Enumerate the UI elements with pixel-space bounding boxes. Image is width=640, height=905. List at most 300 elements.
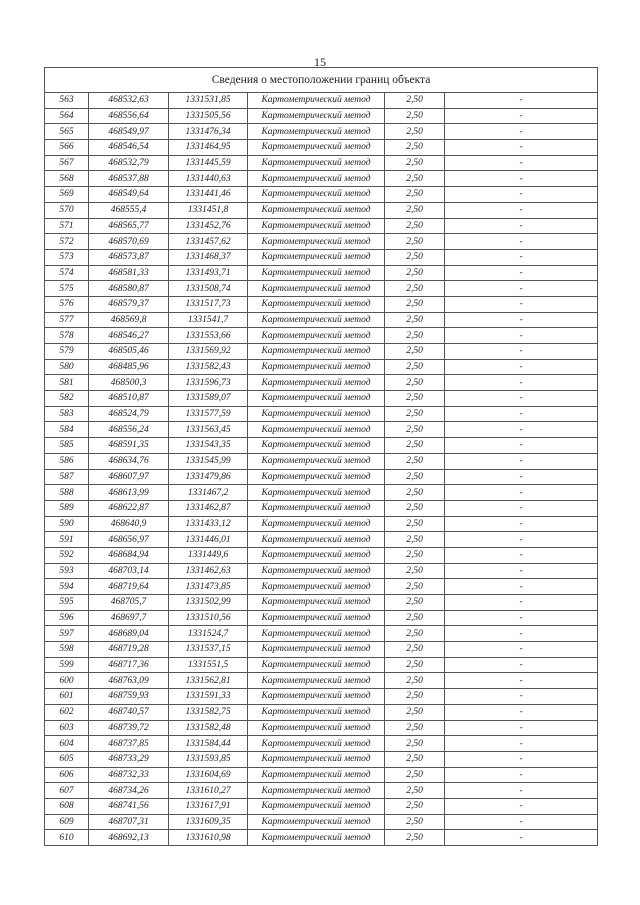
coord-y-cell: 1331441,46 [169, 187, 248, 203]
accuracy-cell: 2,50 [385, 108, 445, 124]
point-number-cell: 569 [45, 187, 89, 203]
method-cell: Картометрический метод [248, 830, 385, 846]
point-number-cell: 594 [45, 579, 89, 595]
point-number-cell: 609 [45, 814, 89, 830]
coord-y-cell: 1331468,37 [169, 249, 248, 265]
description-cell: - [445, 234, 598, 250]
point-number-cell: 565 [45, 124, 89, 140]
point-number-cell: 602 [45, 704, 89, 720]
coord-x-cell: 468591,35 [89, 438, 169, 454]
coord-y-cell: 1331563,45 [169, 422, 248, 438]
point-number-cell: 598 [45, 642, 89, 658]
coord-x-cell: 468634,76 [89, 453, 169, 469]
table-row [45, 249, 598, 265]
table-row [45, 610, 598, 626]
table-row [45, 108, 598, 124]
accuracy-cell: 2,50 [385, 783, 445, 799]
method-cell: Картометрический метод [248, 202, 385, 218]
description-cell: - [445, 453, 598, 469]
coord-x-cell: 468500,3 [89, 375, 169, 391]
point-number-cell: 578 [45, 328, 89, 344]
coord-y-cell: 1331604,69 [169, 767, 248, 783]
method-cell: Картометрический метод [248, 610, 385, 626]
coord-y-cell: 1331479,86 [169, 469, 248, 485]
method-cell: Картометрический метод [248, 751, 385, 767]
method-cell: Картометрический метод [248, 689, 385, 705]
accuracy-cell: 2,50 [385, 296, 445, 312]
description-cell: - [445, 579, 598, 595]
point-number-cell: 606 [45, 767, 89, 783]
accuracy-cell: 2,50 [385, 312, 445, 328]
point-number-cell: 577 [45, 312, 89, 328]
accuracy-cell: 2,50 [385, 406, 445, 422]
method-cell: Картометрический метод [248, 375, 385, 391]
coord-y-cell: 1331462,63 [169, 563, 248, 579]
method-cell: Картометрический метод [248, 485, 385, 501]
description-cell: - [445, 265, 598, 281]
description-cell: - [445, 296, 598, 312]
table-body [45, 93, 598, 846]
coord-y-cell: 1331510,56 [169, 610, 248, 626]
point-number-cell: 585 [45, 438, 89, 454]
method-cell: Картометрический метод [248, 657, 385, 673]
point-number-cell: 582 [45, 391, 89, 407]
description-cell: - [445, 375, 598, 391]
point-number-cell: 605 [45, 751, 89, 767]
point-number-cell: 580 [45, 359, 89, 375]
table-row [45, 814, 598, 830]
page-number: 15 [314, 55, 326, 69]
description-cell: - [445, 93, 598, 109]
accuracy-cell: 2,50 [385, 249, 445, 265]
accuracy-cell: 2,50 [385, 265, 445, 281]
description-cell: - [445, 249, 598, 265]
description-cell: - [445, 155, 598, 171]
table-row [45, 673, 598, 689]
coord-x-cell: 468705,7 [89, 595, 169, 611]
method-cell: Картометрический метод [248, 736, 385, 752]
table-row [45, 626, 598, 642]
method-cell: Картометрический метод [248, 265, 385, 281]
table-row [45, 751, 598, 767]
point-number-cell: 584 [45, 422, 89, 438]
coord-y-cell: 1331617,91 [169, 798, 248, 814]
description-cell: - [445, 767, 598, 783]
coord-x-cell: 468640,9 [89, 516, 169, 532]
accuracy-cell: 2,50 [385, 516, 445, 532]
table-row [45, 202, 598, 218]
coord-y-cell: 1331440,63 [169, 171, 248, 187]
accuracy-cell: 2,50 [385, 375, 445, 391]
accuracy-cell: 2,50 [385, 391, 445, 407]
coord-y-cell: 1331464,95 [169, 140, 248, 156]
description-cell: - [445, 438, 598, 454]
point-number-cell: 588 [45, 485, 89, 501]
description-cell: - [445, 736, 598, 752]
point-number-cell: 591 [45, 532, 89, 548]
description-cell: - [445, 563, 598, 579]
accuracy-cell: 2,50 [385, 767, 445, 783]
method-cell: Картометрический метод [248, 312, 385, 328]
point-number-cell: 586 [45, 453, 89, 469]
coord-y-cell: 1331457,62 [169, 234, 248, 250]
coord-x-cell: 468505,46 [89, 344, 169, 360]
coord-x-cell: 468565,77 [89, 218, 169, 234]
description-cell: - [445, 814, 598, 830]
table-row [45, 500, 598, 516]
accuracy-cell: 2,50 [385, 751, 445, 767]
accuracy-cell: 2,50 [385, 234, 445, 250]
coord-y-cell: 1331541,7 [169, 312, 248, 328]
point-number-cell: 608 [45, 798, 89, 814]
coord-y-cell: 1331577,59 [169, 406, 248, 422]
coord-y-cell: 1331446,01 [169, 532, 248, 548]
coord-x-cell: 468485,96 [89, 359, 169, 375]
table-row [45, 124, 598, 140]
coord-x-cell: 468656,97 [89, 532, 169, 548]
point-number-cell: 567 [45, 155, 89, 171]
table-row [45, 563, 598, 579]
table-row [45, 767, 598, 783]
coord-x-cell: 468719,64 [89, 579, 169, 595]
accuracy-cell: 2,50 [385, 359, 445, 375]
coord-y-cell: 1331584,44 [169, 736, 248, 752]
accuracy-cell: 2,50 [385, 202, 445, 218]
point-number-cell: 610 [45, 830, 89, 846]
method-cell: Картометрический метод [248, 595, 385, 611]
table-row [45, 375, 598, 391]
coord-y-cell: 1331476,34 [169, 124, 248, 140]
point-number-cell: 581 [45, 375, 89, 391]
point-number-cell: 566 [45, 140, 89, 156]
method-cell: Картометрический метод [248, 406, 385, 422]
point-number-cell: 570 [45, 202, 89, 218]
point-number-cell: 576 [45, 296, 89, 312]
coord-y-cell: 1331593,85 [169, 751, 248, 767]
table-row [45, 359, 598, 375]
method-cell: Картометрический метод [248, 783, 385, 799]
point-number-cell: 564 [45, 108, 89, 124]
point-number-cell: 603 [45, 720, 89, 736]
table-row [45, 736, 598, 752]
point-number-cell: 579 [45, 344, 89, 360]
point-number-cell: 600 [45, 673, 89, 689]
description-cell: - [445, 422, 598, 438]
description-cell: - [445, 312, 598, 328]
coord-y-cell: 1331553,66 [169, 328, 248, 344]
point-number-cell: 592 [45, 547, 89, 563]
description-cell: - [445, 344, 598, 360]
accuracy-cell: 2,50 [385, 736, 445, 752]
coord-x-cell: 468719,28 [89, 642, 169, 658]
point-number-cell: 563 [45, 93, 89, 109]
coord-y-cell: 1331596,73 [169, 375, 248, 391]
coord-y-cell: 1331543,35 [169, 438, 248, 454]
accuracy-cell: 2,50 [385, 485, 445, 501]
accuracy-cell: 2,50 [385, 673, 445, 689]
point-number-cell: 571 [45, 218, 89, 234]
description-cell: - [445, 720, 598, 736]
method-cell: Картометрический метод [248, 140, 385, 156]
coord-x-cell: 468613,99 [89, 485, 169, 501]
table-row [45, 579, 598, 595]
coord-y-cell: 1331524,7 [169, 626, 248, 642]
description-cell: - [445, 516, 598, 532]
coord-x-cell: 468734,26 [89, 783, 169, 799]
method-cell: Картометрический метод [248, 359, 385, 375]
table-row [45, 391, 598, 407]
coord-y-cell: 1331562,81 [169, 673, 248, 689]
coord-y-cell: 1331582,43 [169, 359, 248, 375]
coord-x-cell: 468741,56 [89, 798, 169, 814]
description-cell: - [445, 626, 598, 642]
coord-y-cell: 1331433,12 [169, 516, 248, 532]
description-cell: - [445, 704, 598, 720]
table-row [45, 689, 598, 705]
coord-x-cell: 468555,4 [89, 202, 169, 218]
coord-x-cell: 468607,97 [89, 469, 169, 485]
coord-y-cell: 1331517,73 [169, 296, 248, 312]
table-row [45, 171, 598, 187]
table-row [45, 798, 598, 814]
accuracy-cell: 2,50 [385, 500, 445, 516]
description-cell: - [445, 328, 598, 344]
accuracy-cell: 2,50 [385, 171, 445, 187]
table-row [45, 720, 598, 736]
method-cell: Картометрический метод [248, 469, 385, 485]
table-row [45, 187, 598, 203]
coord-y-cell: 1331451,8 [169, 202, 248, 218]
accuracy-cell: 2,50 [385, 124, 445, 140]
accuracy-cell: 2,50 [385, 155, 445, 171]
table-row [45, 595, 598, 611]
method-cell: Картометрический метод [248, 704, 385, 720]
method-cell: Картометрический метод [248, 438, 385, 454]
table-row [45, 281, 598, 297]
table-row [45, 155, 598, 171]
accuracy-cell: 2,50 [385, 328, 445, 344]
coord-x-cell: 468546,27 [89, 328, 169, 344]
method-cell: Картометрический метод [248, 547, 385, 563]
method-cell: Картометрический метод [248, 155, 385, 171]
method-cell: Картометрический метод [248, 579, 385, 595]
accuracy-cell: 2,50 [385, 218, 445, 234]
coord-x-cell: 468549,97 [89, 124, 169, 140]
table-row [45, 657, 598, 673]
coord-y-cell: 1331537,15 [169, 642, 248, 658]
accuracy-cell: 2,50 [385, 281, 445, 297]
method-cell: Картометрический метод [248, 500, 385, 516]
point-number-cell: 601 [45, 689, 89, 705]
coord-x-cell: 468532,79 [89, 155, 169, 171]
point-number-cell: 607 [45, 783, 89, 799]
method-cell: Картометрический метод [248, 108, 385, 124]
coord-x-cell: 468556,24 [89, 422, 169, 438]
coord-x-cell: 468717,36 [89, 657, 169, 673]
coord-x-cell: 468573,87 [89, 249, 169, 265]
coord-x-cell: 468524,79 [89, 406, 169, 422]
accuracy-cell: 2,50 [385, 532, 445, 548]
coord-x-cell: 468732,33 [89, 767, 169, 783]
coord-y-cell: 1331467,2 [169, 485, 248, 501]
description-cell: - [445, 830, 598, 846]
point-number-cell: 599 [45, 657, 89, 673]
accuracy-cell: 2,50 [385, 438, 445, 454]
point-number-cell: 604 [45, 736, 89, 752]
description-cell: - [445, 140, 598, 156]
description-cell: - [445, 547, 598, 563]
description-cell: - [445, 359, 598, 375]
description-cell: - [445, 124, 598, 140]
table-row [45, 642, 598, 658]
coord-y-cell: 1331531,85 [169, 93, 248, 109]
method-cell: Картометрический метод [248, 642, 385, 658]
table-row [45, 218, 598, 234]
description-cell: - [445, 783, 598, 799]
accuracy-cell: 2,50 [385, 547, 445, 563]
boundary-table [44, 67, 598, 846]
coord-x-cell: 468510,87 [89, 391, 169, 407]
coord-x-cell: 468707,31 [89, 814, 169, 830]
table-row [45, 453, 598, 469]
table-row [45, 312, 598, 328]
description-cell: - [445, 595, 598, 611]
coord-y-cell: 1331610,98 [169, 830, 248, 846]
table-row [45, 296, 598, 312]
coord-y-cell: 1331591,33 [169, 689, 248, 705]
point-number-cell: 593 [45, 563, 89, 579]
coord-x-cell: 468537,88 [89, 171, 169, 187]
method-cell: Картометрический метод [248, 249, 385, 265]
method-cell: Картометрический метод [248, 532, 385, 548]
description-cell: - [445, 202, 598, 218]
method-cell: Картометрический метод [248, 422, 385, 438]
accuracy-cell: 2,50 [385, 689, 445, 705]
coord-y-cell: 1331445,59 [169, 155, 248, 171]
description-cell: - [445, 485, 598, 501]
description-cell: - [445, 500, 598, 516]
description-cell: - [445, 657, 598, 673]
accuracy-cell: 2,50 [385, 469, 445, 485]
method-cell: Картометрический метод [248, 563, 385, 579]
method-cell: Картометрический метод [248, 516, 385, 532]
point-number-cell: 573 [45, 249, 89, 265]
coord-x-cell: 468692,13 [89, 830, 169, 846]
coord-y-cell: 1331508,74 [169, 281, 248, 297]
coord-x-cell: 468759,93 [89, 689, 169, 705]
coord-y-cell: 1331493,71 [169, 265, 248, 281]
method-cell: Картометрический метод [248, 218, 385, 234]
description-cell: - [445, 689, 598, 705]
method-cell: Картометрический метод [248, 767, 385, 783]
coord-x-cell: 468737,85 [89, 736, 169, 752]
method-cell: Картометрический метод [248, 814, 385, 830]
table-row [45, 234, 598, 250]
point-number-cell: 590 [45, 516, 89, 532]
coord-x-cell: 468532,63 [89, 93, 169, 109]
description-cell: - [445, 798, 598, 814]
table-row [45, 516, 598, 532]
accuracy-cell: 2,50 [385, 422, 445, 438]
description-cell: - [445, 610, 598, 626]
accuracy-cell: 2,50 [385, 720, 445, 736]
point-number-cell: 596 [45, 610, 89, 626]
coord-y-cell: 1331589,07 [169, 391, 248, 407]
table-row [45, 469, 598, 485]
method-cell: Картометрический метод [248, 234, 385, 250]
method-cell: Картометрический метод [248, 626, 385, 642]
method-cell: Картометрический метод [248, 453, 385, 469]
coord-x-cell: 468580,87 [89, 281, 169, 297]
coord-x-cell: 468549,64 [89, 187, 169, 203]
table-row [45, 93, 598, 109]
coord-x-cell: 468763,09 [89, 673, 169, 689]
method-cell: Картометрический метод [248, 296, 385, 312]
method-cell: Картометрический метод [248, 124, 385, 140]
table-row [45, 422, 598, 438]
table-row [45, 265, 598, 281]
point-number-cell: 568 [45, 171, 89, 187]
table-title-row [45, 68, 598, 93]
method-cell: Картометрический метод [248, 391, 385, 407]
description-cell: - [445, 642, 598, 658]
coord-x-cell: 468546,54 [89, 140, 169, 156]
description-cell: - [445, 469, 598, 485]
coord-x-cell: 468579,37 [89, 296, 169, 312]
accuracy-cell: 2,50 [385, 798, 445, 814]
description-cell: - [445, 218, 598, 234]
point-number-cell: 587 [45, 469, 89, 485]
point-number-cell: 575 [45, 281, 89, 297]
table-row [45, 783, 598, 799]
coord-x-cell: 468689,04 [89, 626, 169, 642]
coord-y-cell: 1331610,27 [169, 783, 248, 799]
method-cell: Картометрический метод [248, 187, 385, 203]
accuracy-cell: 2,50 [385, 579, 445, 595]
method-cell: Картометрический метод [248, 328, 385, 344]
accuracy-cell: 2,50 [385, 704, 445, 720]
coord-y-cell: 1331609,35 [169, 814, 248, 830]
description-cell: - [445, 391, 598, 407]
accuracy-cell: 2,50 [385, 93, 445, 109]
description-cell: - [445, 187, 598, 203]
table-row [45, 830, 598, 846]
point-number-cell: 589 [45, 500, 89, 516]
point-number-cell: 583 [45, 406, 89, 422]
accuracy-cell: 2,50 [385, 453, 445, 469]
description-cell: - [445, 171, 598, 187]
description-cell: - [445, 532, 598, 548]
coord-x-cell: 468703,14 [89, 563, 169, 579]
coord-x-cell: 468570,69 [89, 234, 169, 250]
coord-y-cell: 1331452,76 [169, 218, 248, 234]
accuracy-cell: 2,50 [385, 563, 445, 579]
table-row [45, 406, 598, 422]
point-number-cell: 572 [45, 234, 89, 250]
accuracy-cell: 2,50 [385, 187, 445, 203]
description-cell: - [445, 673, 598, 689]
description-cell: - [445, 751, 598, 767]
description-cell: - [445, 281, 598, 297]
coord-x-cell: 468740,57 [89, 704, 169, 720]
description-cell: - [445, 108, 598, 124]
coord-x-cell: 468733,29 [89, 751, 169, 767]
table-row [45, 547, 598, 563]
coord-y-cell: 1331462,87 [169, 500, 248, 516]
point-number-cell: 574 [45, 265, 89, 281]
coord-y-cell: 1331449,6 [169, 547, 248, 563]
coord-y-cell: 1331502,99 [169, 595, 248, 611]
